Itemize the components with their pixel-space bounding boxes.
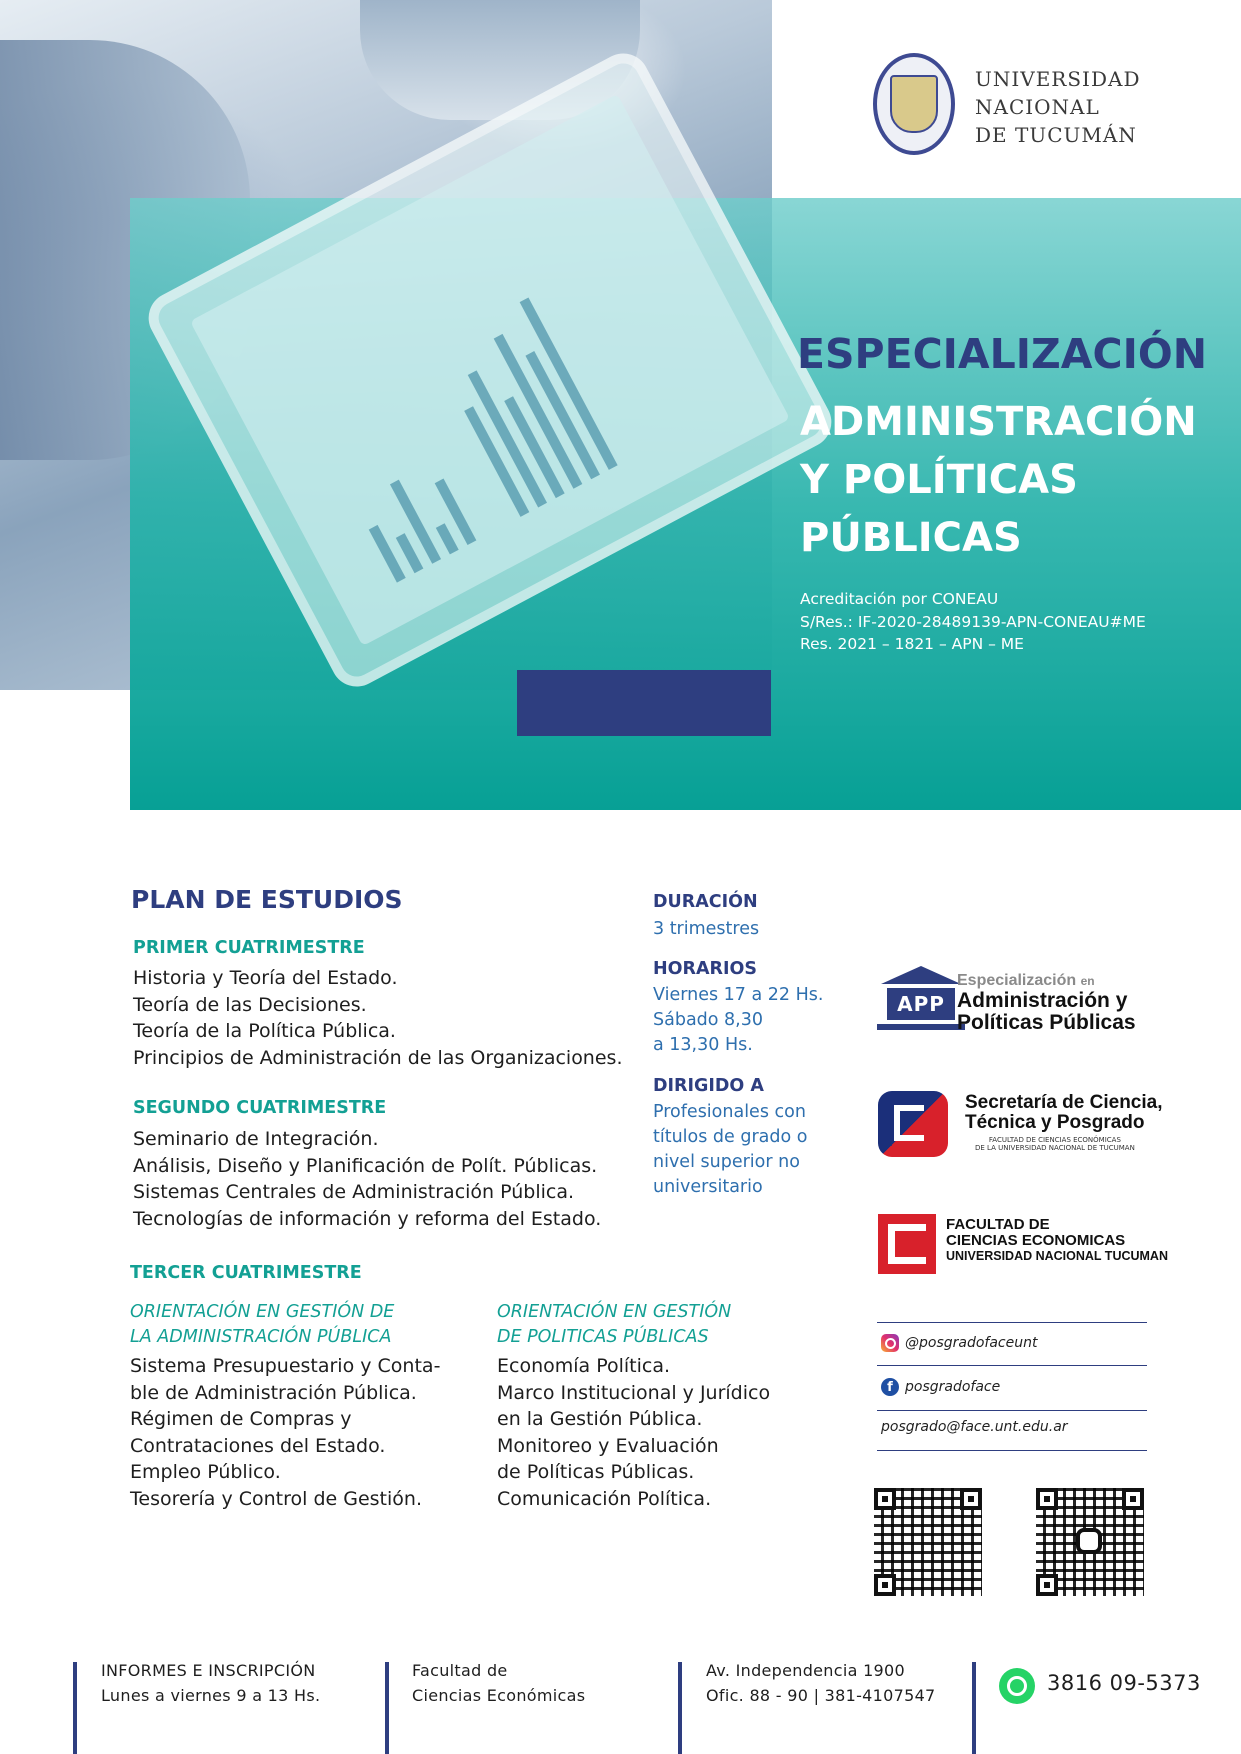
footer-divider xyxy=(678,1662,682,1754)
orientation-policy-title: ORIENTACIÓN EN GESTIÓN DE POLITICAS PÚBLICAS xyxy=(497,1302,732,1347)
divider xyxy=(877,1450,1147,1451)
facultad-subtitle: UNIVERSIDAD NACIONAL TUCUMAN xyxy=(946,1249,1168,1263)
whatsapp-number[interactable]: 3816 09-5373 xyxy=(1047,1671,1201,1695)
plan-title: PLAN DE ESTUDIOS xyxy=(131,885,403,914)
secretaria-icon xyxy=(878,1091,948,1157)
duration-label: DURACIÓN xyxy=(653,892,758,912)
facultad-logo xyxy=(878,1214,1178,1276)
qr-code-facebook[interactable] xyxy=(874,1488,982,1596)
divider xyxy=(877,1322,1147,1323)
facultad-icon xyxy=(878,1214,936,1274)
list-item: Teoría de las Decisiones. xyxy=(133,993,367,1016)
university-seal xyxy=(873,53,955,155)
app-logo-box: APP xyxy=(887,988,955,1020)
secretaria-logo xyxy=(878,1088,1178,1158)
list-item: Sistemas Centrales de Administración Pública. xyxy=(133,1181,575,1203)
orientation-admin-title: ORIENTACIÓN EN GESTIÓN DE LA ADMINISTRACIÓN PÚBLICA xyxy=(130,1302,395,1347)
list-item: Tecnologías de información y reforma del Estado. xyxy=(133,1207,602,1230)
whatsapp-icon[interactable] xyxy=(999,1668,1035,1704)
app-logo-title: Administración y Políticas Públicas xyxy=(957,989,1136,1034)
university-logo xyxy=(855,45,1145,170)
divider xyxy=(877,1365,1147,1366)
secretaria-title: Secretaría de Ciencia, Técnica y Posgrado xyxy=(965,1092,1163,1133)
facultad-title: FACULTAD DE CIENCIAS ECONOMICAS xyxy=(946,1216,1126,1249)
schedule-label: HORARIOS xyxy=(653,959,758,979)
instagram-handle[interactable]: @posgradofaceunt xyxy=(905,1335,1038,1351)
instagram-icon xyxy=(881,1334,899,1352)
instagram-contact[interactable] xyxy=(881,1334,1037,1352)
email-contact[interactable] xyxy=(881,1419,1068,1435)
schedule-value: Viernes 17 a 22 Hs. Sábado 8,30 a 13,30 Hs. xyxy=(653,985,824,1055)
footer-faculty: Facultad de Ciencias Económicas xyxy=(412,1661,586,1705)
app-program-logo xyxy=(877,966,1177,1038)
program-kicker: ESPECIALIZACIÓN xyxy=(797,330,1208,378)
email-address[interactable]: posgrado@face.unt.edu.ar xyxy=(881,1419,1068,1435)
divider xyxy=(877,1410,1147,1411)
list-item: Análisis, Diseño y Planificación de Polít. Públicas. xyxy=(133,1154,598,1177)
accreditation-text: Acreditación por CONEAU S/Res.: IF-2020-28489139-APN-CONEAU#ME Res. 2021 – 1821 – APN – ME xyxy=(800,590,1146,653)
building-base-icon xyxy=(877,1024,965,1030)
orientation-admin-list: Sistema Presupuestario y Conta- ble de Administración Pública. Régimen de Compras y Contrataciones del Estado. Empleo Público. Tesorería y Control de Gestión. xyxy=(130,1355,441,1510)
second-term-list xyxy=(133,1126,601,1232)
navy-accent-box xyxy=(517,670,771,736)
third-term-title: TERCER CUATRIMESTRE xyxy=(130,1263,362,1283)
footer-info: INFORMES E INSCRIPCIÓN Lunes a viernes 9 a 13 Hs. xyxy=(101,1661,321,1705)
footer-divider xyxy=(385,1662,389,1754)
instagram-icon xyxy=(1076,1528,1102,1554)
app-logo-sub: Especialización en xyxy=(957,972,1095,989)
program-title: ADMINISTRACIÓN Y POLÍTICAS PÚBLICAS xyxy=(800,399,1197,561)
list-item: Seminario de Integración. xyxy=(133,1128,379,1150)
building-roof-icon xyxy=(881,966,961,984)
first-term-title: PRIMER CUATRIMESTRE xyxy=(133,938,365,958)
footer-divider xyxy=(73,1662,77,1754)
qr-code-instagram[interactable] xyxy=(1036,1488,1144,1596)
facebook-contact[interactable] xyxy=(881,1378,1000,1396)
list-item: Historia y Teoría del Estado. xyxy=(133,967,398,989)
facebook-icon: f xyxy=(881,1378,899,1396)
university-name: UNIVERSIDAD NACIONAL DE TUCUMÁN xyxy=(975,67,1141,147)
footer-divider xyxy=(972,1662,976,1754)
audience-value: Profesionales con títulos de grado o nivel superior no universitario xyxy=(653,1102,808,1197)
second-term-title: SEGUNDO CUATRIMESTRE xyxy=(133,1098,387,1118)
facebook-handle[interactable]: posgradoface xyxy=(905,1379,1001,1395)
secretaria-subtitle: FACULTAD DE CIENCIAS ECONÓMICAS DE LA UNIVERSIDAD NACIONAL DE TUCUMAN xyxy=(975,1136,1135,1152)
duration-value: 3 trimestres xyxy=(653,919,760,939)
audience-label: DIRIGIDO A xyxy=(653,1076,764,1096)
first-term-list xyxy=(133,965,622,1071)
list-item: Teoría de la Política Pública. xyxy=(133,1020,396,1042)
orientation-policy-list: Economía Política. Marco Institucional y Jurídico en la Gestión Pública. Monitoreo y Evaluación de Políticas Públicas. Comunicación Política. xyxy=(497,1355,771,1510)
list-item: Principios de Administración de las Organizaciones. xyxy=(133,1046,623,1069)
footer-address: Av. Independencia 1900 Ofic. 88 - 90 | 381-4107547 xyxy=(706,1661,936,1705)
